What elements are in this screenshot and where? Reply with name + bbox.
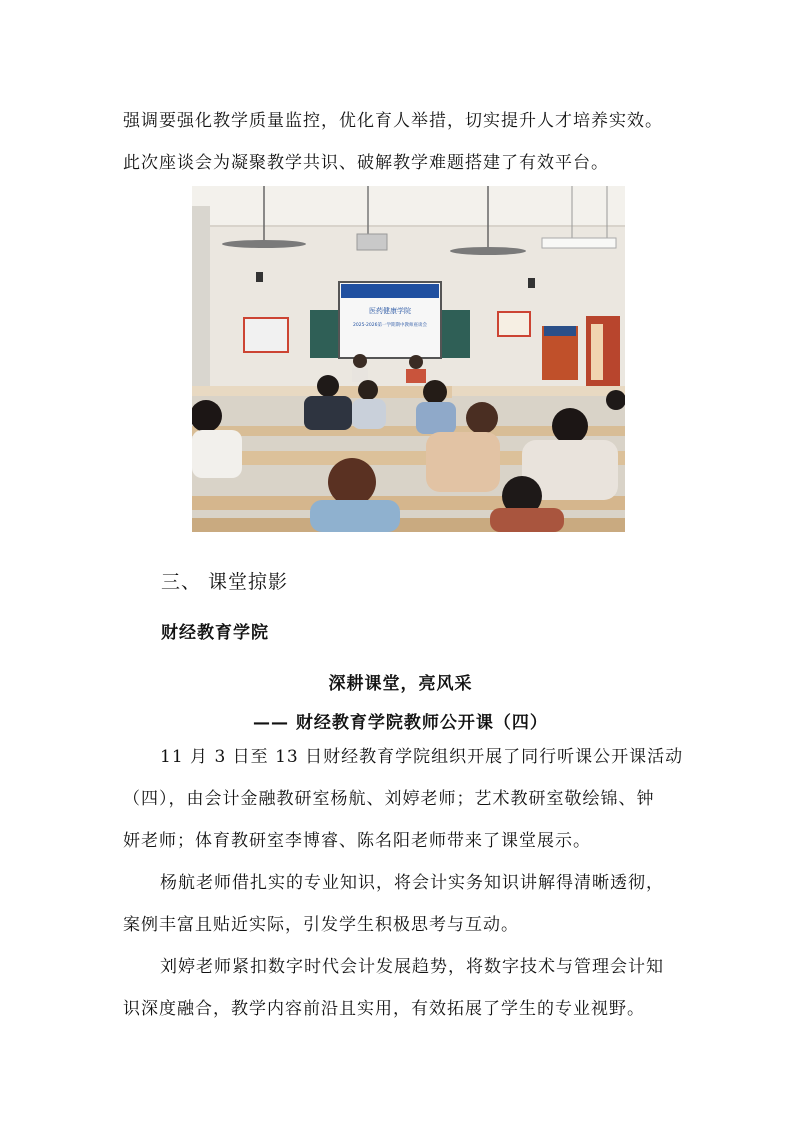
paragraph-line: 妍老师；体育教研室李博睿、陈名阳老师带来了课堂展示。 bbox=[123, 831, 591, 851]
section-heading: 三、 课堂掠影 bbox=[161, 571, 289, 593]
paragraph-line: 识深度融合，教学内容前沿且实用，有效拓展了学生的专业视野。 bbox=[123, 999, 645, 1019]
article-title: 深耕课堂，亮风采 bbox=[328, 674, 473, 694]
college-name: 财经教育学院 bbox=[161, 623, 269, 643]
screen-subtitle: 2025-2026第一学期期中教师座谈会 bbox=[352, 323, 428, 328]
paragraph-line: 此次座谈会为凝聚教学共识、破解教学难题搭建了有效平台。 bbox=[123, 153, 609, 173]
paragraph-line: 刘婷老师紧扣数字时代会计发展趋势，将数字技术与管理会计知 bbox=[160, 957, 664, 977]
paragraph-line: 11 月 3 日至 13 日财经教育学院组织开展了同行听课公开课活动 bbox=[160, 747, 684, 767]
paragraph-line: （四），由会计金融教研室杨航、刘婷老师；艺术教研室敬绘锦、钟 bbox=[123, 789, 655, 809]
paragraph-line: 案例丰富且贴近实际，引发学生积极思考与互动。 bbox=[123, 915, 519, 935]
article-subtitle: —— 财经教育学院教师公开课（四） bbox=[253, 713, 548, 733]
screen-title: 医药健康学院 bbox=[369, 307, 411, 315]
paragraph-line: 强调要强化教学质量监控，优化育人举措，切实提升人才培养实效。 bbox=[123, 111, 663, 131]
seminar-photo bbox=[192, 186, 625, 532]
paragraph-line: 杨航老师借扎实的专业知识，将会计实务知识讲解得清晰透彻， bbox=[160, 873, 664, 893]
